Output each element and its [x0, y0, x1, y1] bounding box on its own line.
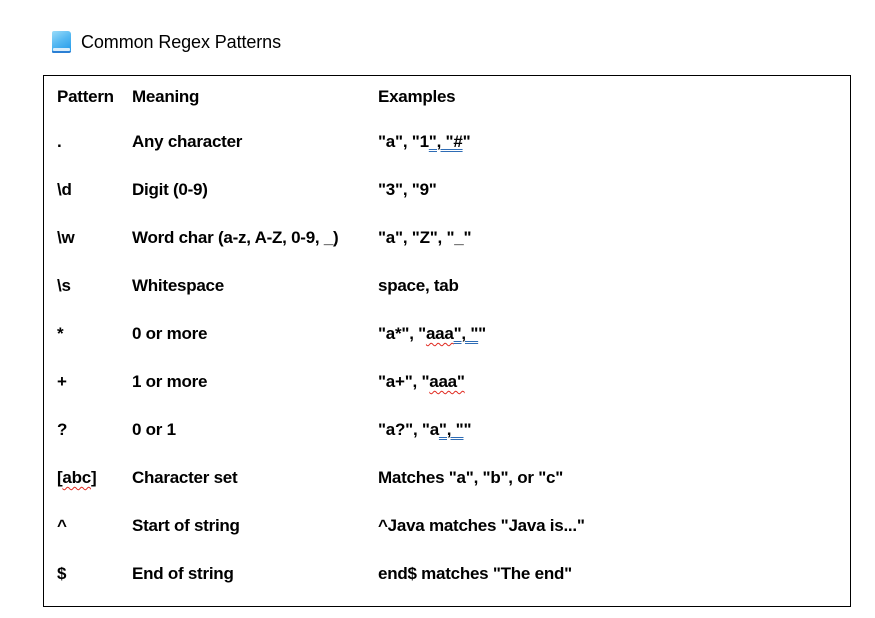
table-row: [57, 358, 850, 406]
grammar-underline-text: ", ": [453, 324, 479, 343]
text-segment: "a", "1: [378, 132, 429, 151]
meaning-cell: 0 or 1: [132, 420, 176, 439]
text-segment: \w: [57, 228, 75, 247]
table-row: [57, 550, 850, 598]
table-row: [57, 214, 850, 262]
spellcheck-underline-text: abc: [62, 468, 91, 487]
pattern-cell: [57, 180, 132, 200]
grammar-underline-text: ", "#: [428, 132, 463, 151]
pattern-cell: [57, 228, 132, 248]
text-segment: ": [478, 324, 486, 343]
meaning-cell: Digit (0-9): [132, 180, 208, 199]
text-segment: ": [463, 420, 472, 439]
example-cell: [378, 420, 850, 440]
example-cell: [378, 276, 850, 296]
table-row: [57, 166, 850, 214]
blue-book-icon: [52, 31, 71, 53]
table-header-row: [57, 76, 850, 118]
meaning-cell: Character set: [132, 468, 238, 487]
text-segment: end$ matches "The end": [378, 564, 572, 583]
text-segment: ]: [90, 468, 97, 487]
text-segment: \d: [57, 180, 72, 199]
example-cell: [378, 564, 850, 584]
meaning-cell: Word char (a-z, A-Z, 0-9, _): [132, 228, 339, 247]
page-title-text: Common Regex Patterns: [81, 31, 281, 52]
text-segment: ?: [57, 420, 68, 439]
text-segment: "a?", "a: [378, 420, 439, 439]
example-cell: [378, 468, 850, 488]
text-segment: "3", "9": [378, 180, 437, 199]
pattern-cell: [57, 516, 132, 536]
pattern-cell: [57, 420, 132, 440]
table-row: [57, 454, 850, 502]
example-cell: [378, 180, 850, 200]
spellcheck-underline-text: aaa": [429, 372, 465, 391]
pattern-cell: [57, 324, 132, 344]
example-cell: [378, 372, 850, 392]
spellcheck-underline-text: aaa: [425, 324, 454, 343]
text-segment: "a", "Z", "_": [378, 228, 472, 247]
meaning-cell: Start of string: [132, 516, 240, 535]
text-segment: ^Java matches "Java is...": [378, 516, 585, 535]
example-cell: [378, 324, 850, 344]
text-segment: "a+", ": [378, 372, 430, 391]
header-meaning: Meaning: [132, 87, 200, 106]
pattern-cell: [57, 276, 132, 296]
example-cell: [378, 132, 850, 152]
header-pattern: Pattern: [57, 87, 114, 106]
header-examples: Examples: [378, 87, 456, 106]
grammar-underline-text: ", ": [438, 420, 464, 439]
text-segment: space, tab: [378, 276, 459, 295]
book-base-decoration: [52, 51, 71, 53]
table-row: [57, 406, 850, 454]
table-row: [57, 310, 850, 358]
table-body: [57, 118, 850, 598]
text-segment: ^: [57, 516, 67, 535]
text-segment: \s: [57, 276, 71, 295]
meaning-cell: 0 or more: [132, 324, 208, 343]
text-segment: "a*", ": [378, 324, 426, 343]
table-row: [57, 262, 850, 310]
pattern-cell: [57, 564, 132, 584]
pattern-cell: [57, 132, 132, 152]
text-segment: ": [462, 132, 471, 151]
meaning-cell: Whitespace: [132, 276, 224, 295]
meaning-cell: Any character: [132, 132, 243, 151]
table-row: [57, 118, 850, 166]
text-segment: $: [57, 564, 67, 583]
page-title: [52, 31, 281, 53]
text-segment: Matches "a", "b", or "c": [378, 468, 564, 487]
text-segment: *: [57, 324, 64, 343]
regex-patterns-table: [43, 75, 851, 607]
text-segment: +: [57, 372, 67, 391]
pattern-cell: [57, 468, 132, 488]
text-segment: [: [57, 468, 63, 487]
meaning-cell: 1 or more: [132, 372, 208, 391]
pattern-cell: [57, 372, 132, 392]
meaning-cell: End of string: [132, 564, 234, 583]
example-cell: [378, 516, 850, 536]
example-cell: [378, 228, 850, 248]
text-segment: .: [57, 132, 62, 151]
table-row: [57, 502, 850, 550]
